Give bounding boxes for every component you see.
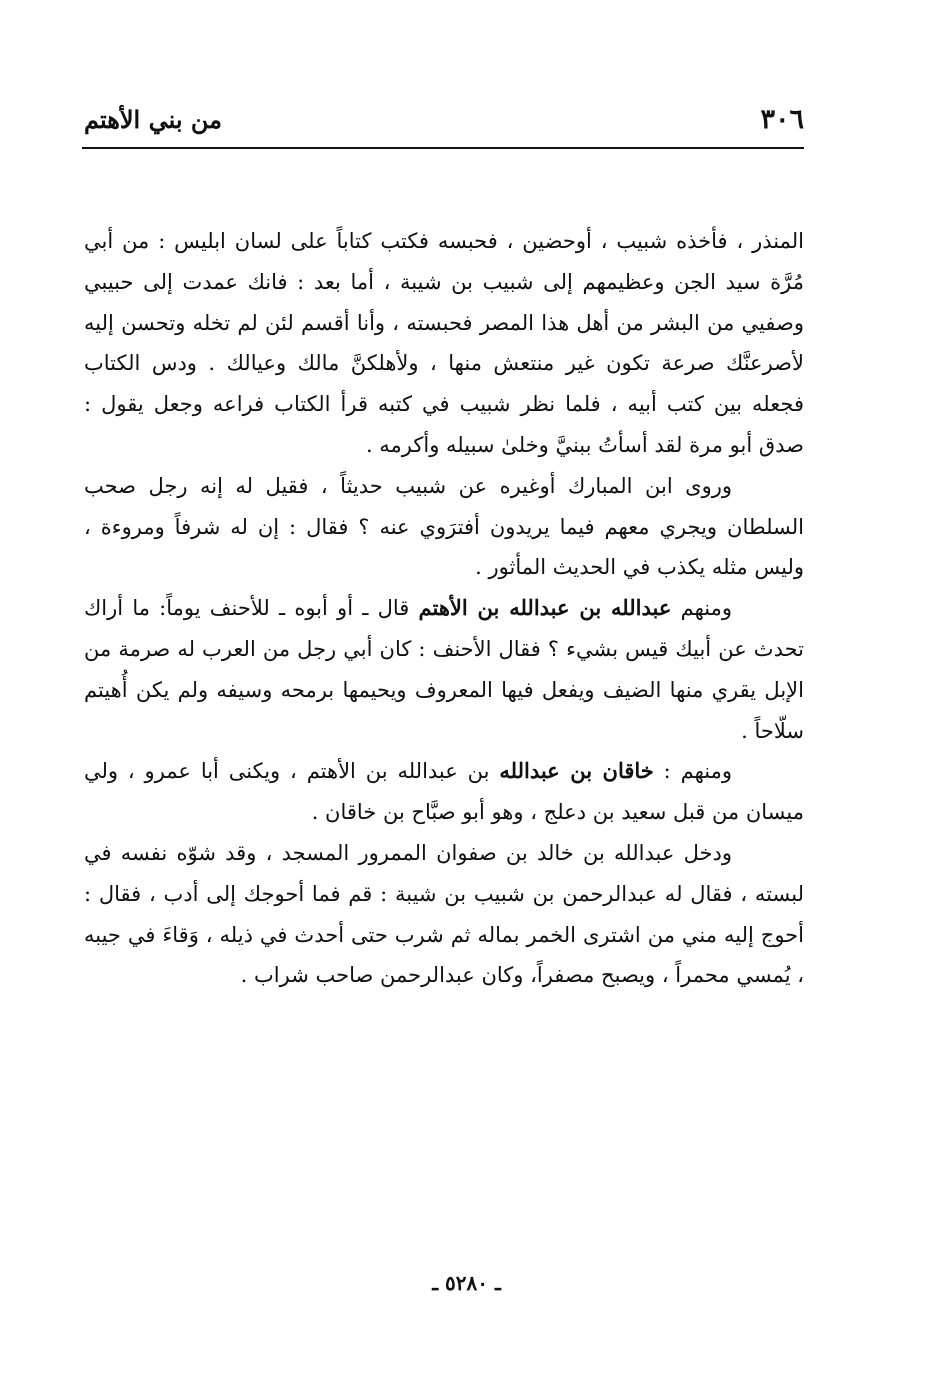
page-number: ٣٠٦ bbox=[760, 104, 804, 135]
paragraph-khaqan bbox=[84, 751, 804, 833]
person-name-abdallah: عبدالله بن عبدالله بن الأهتم bbox=[418, 595, 672, 621]
person-name-khaqan: خاقان بن عبدالله bbox=[499, 758, 654, 784]
running-title: من بني الأهتم bbox=[84, 105, 222, 134]
paragraph-lead: ومنهم : bbox=[663, 759, 732, 784]
paragraph-continuation: المنذر ، فأخذه شبيب ، أوحضين ، فحبسه فكتب كتاباً على لسان ابليس : من أبي مُرَّة سيد الجن وعظيمهم إلى شبيب بن شيبة ، أما بعد : فانك عمدت إلى حبيبي وصفيي من البشر من أهل هذا المصر فحبسته ، وأنا أقسم لئن لم تخله وتحسن إليه لأصرعنَّك صرعة تكون غير منتعش منها ، ولأهلكنَّ مالك وعيالك . ودس الكتاب فجعله بين كتب أبيه ، فلما نظر شبيب في كتبه قرأ الكتاب فراعه وجعل يقول : صدق أبو مرة لقد أسأتُ ببنيَّ وخلىٰ سبيله وأكرمه . bbox=[84, 229, 804, 457]
paragraph-text: بن عبدالله بن الأهتم ، ويكنى أبا عمرو ، ولي ميسان من قبل سعيد بن دعلج ، وهو أبو صبَّاح بن خاقان . bbox=[84, 759, 804, 825]
page-header bbox=[84, 100, 804, 146]
page-body bbox=[84, 221, 804, 996]
header-divider bbox=[82, 147, 804, 149]
paragraph-text: قال ـ أو أبوه ـ للأحنف يوماً: ما أراك تحدث عن أبيك قيس بشيء ؟ فقال الأحنف : كان أبي رجل من العرب له صرمة من الإبل يقري منها الضيف ويفعل فيها المعروف ويحيمها برمحه وسيفه ولم يكن أُهيتم سلّاحاً . bbox=[84, 596, 804, 743]
footer-folio-number: ـ ٥٢٨٠ ـ bbox=[432, 1271, 501, 1295]
paragraph-abdallah-ibn-khalid: ودخل عبدالله بن خالد بن صفوان الممرور المسجد ، وقد شوّه نفسه في لبسته ، فقال له عبدالرحمن بن شبيب بن شيبة : قم فما أحوجك إلى أدب ، فقال : أحوج إليه مني من اشترى الخمر بماله ثم شرب حتى أحدث في ذيله ، وَقاءَ في جيبه ، يُمسي محمراً ، ويصبح مصفراً، وكان عبدالرحمن صاحب شراب . bbox=[84, 840, 804, 988]
paragraph-lead: ومنهم bbox=[680, 596, 732, 621]
paragraph-abdallah-al-ahtam bbox=[84, 588, 804, 751]
paragraph-ibn-al-mubarak: وروى ابن المبارك أوغيره عن شبيب حديثاً ، فقيل له إنه رجل صحب السلطان ويجري معهم فيما يريدون أفترَوي عنه ؟ فقال : إن له شرفاً ومروءة ، وليس مثله يكذب في الحديث المأثور . bbox=[84, 473, 804, 580]
